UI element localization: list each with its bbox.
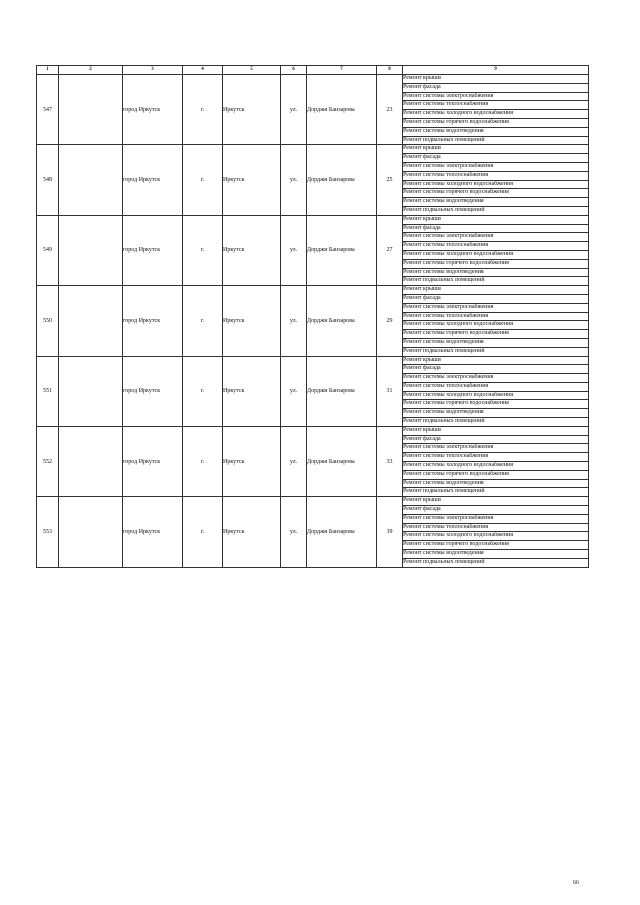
repair-work-cell: Ремонт системы водоотведения [403,550,589,559]
locality-cell: Иркутск [223,75,281,145]
municipality-cell: город Иркутск [123,215,183,285]
street-type-cell: ул. [281,356,307,426]
repair-work-cell: Ремонт фасада [403,365,589,374]
repair-work-cell: Ремонт системы горячего водоснабжения [403,259,589,268]
repair-work-cell: Ремонт системы водоотведения [403,338,589,347]
locality-cell: Иркутск [223,426,281,496]
repair-work-cell: Ремонт крыши [403,497,589,506]
municipality-cell: город Иркутск [123,356,183,426]
municipality-cell: город Иркутск [123,426,183,496]
repair-work-cell: Ремонт системы теплоснабжения [403,453,589,462]
column-2-cell [59,75,123,145]
municipality-cell: город Иркутск [123,497,183,567]
column-header-9: 9 [403,66,589,75]
street-type-cell: ул. [281,426,307,496]
street-cell: Дорджи Банзарова [307,215,377,285]
repair-work-cell: Ремонт фасада [403,435,589,444]
repair-work-cell: Ремонт крыши [403,75,589,84]
street-cell: Дорджи Банзарова [307,497,377,567]
row-number: 548 [37,145,59,215]
street-type-cell: ул. [281,75,307,145]
repair-work-cell: Ремонт системы водоотведения [403,127,589,136]
repair-work-cell: Ремонт системы электроснабжения [403,374,589,383]
column-2-cell [59,286,123,356]
column-header-6: 6 [281,66,307,75]
repair-work-cell: Ремонт системы горячего водоснабжения [403,118,589,127]
table-row [37,497,589,506]
repair-work-cell: Ремонт системы холодного водоснабжения [403,321,589,330]
repair-work-cell: Ремонт системы холодного водоснабжения [403,532,589,541]
column-2-cell [59,356,123,426]
municipality-cell: город Иркутск [123,75,183,145]
repair-work-cell: Ремонт крыши [403,145,589,154]
repair-work-cell: Ремонт крыши [403,215,589,224]
column-2-cell [59,426,123,496]
repair-work-cell: Ремонт фасада [403,224,589,233]
house-number-cell: 23 [377,75,403,145]
repair-work-cell: Ремонт системы теплоснабжения [403,242,589,251]
column-header-1: 1 [37,66,59,75]
repair-work-cell: Ремонт системы водоотведения [403,198,589,207]
house-number-cell: 25 [377,145,403,215]
header-row [37,66,589,75]
locality-cell: Иркутск [223,497,281,567]
house-number-cell: 33 [377,426,403,496]
street-cell: Дорджи Банзарова [307,145,377,215]
repair-work-cell: Ремонт системы теплоснабжения [403,171,589,180]
locality-type-cell: г. [183,497,223,567]
table-row [37,426,589,435]
table-row [37,356,589,365]
table-row [37,286,589,295]
repair-work-cell: Ремонт подвальных помещений [403,418,589,427]
repair-work-cell: Ремонт системы холодного водоснабжения [403,110,589,119]
repair-work-cell: Ремонт системы холодного водоснабжения [403,250,589,259]
locality-type-cell: г. [183,426,223,496]
table-row [37,215,589,224]
repair-work-cell: Ремонт подвальных помещений [403,488,589,497]
repair-work-cell: Ремонт фасада [403,506,589,515]
street-cell: Дорджи Банзарова [307,426,377,496]
locality-cell: Иркутск [223,356,281,426]
row-number: 551 [37,356,59,426]
repair-work-cell: Ремонт системы теплоснабжения [403,523,589,532]
row-number: 547 [37,75,59,145]
repair-work-cell: Ремонт фасада [403,294,589,303]
house-number-cell: 39 [377,497,403,567]
column-2-cell [59,497,123,567]
municipality-cell: город Иркутск [123,145,183,215]
street-cell: Дорджи Банзарова [307,356,377,426]
repair-work-cell: Ремонт системы электроснабжения [403,444,589,453]
house-number-cell: 29 [377,286,403,356]
street-cell: Дорджи Банзарова [307,75,377,145]
row-number: 550 [37,286,59,356]
repair-work-cell: Ремонт системы теплоснабжения [403,382,589,391]
repair-work-cell: Ремонт подвальных помещений [403,206,589,215]
row-number: 553 [37,497,59,567]
house-number-cell: 31 [377,356,403,426]
locality-type-cell: г. [183,215,223,285]
column-header-2: 2 [59,66,123,75]
municipality-cell: город Иркутск [123,286,183,356]
house-number-cell: 27 [377,215,403,285]
column-header-4: 4 [183,66,223,75]
repair-work-cell: Ремонт подвальных помещений [403,136,589,145]
locality-type-cell: г. [183,356,223,426]
table-row [37,75,589,84]
repair-work-cell: Ремонт системы электроснабжения [403,92,589,101]
table-row [37,145,589,154]
repair-work-cell: Ремонт системы теплоснабжения [403,312,589,321]
street-type-cell: ул. [281,215,307,285]
repair-work-cell: Ремонт системы горячего водоснабжения [403,189,589,198]
repair-work-cell: Ремонт системы горячего водоснабжения [403,470,589,479]
repair-work-cell: Ремонт системы теплоснабжения [403,101,589,110]
street-cell: Дорджи Банзарова [307,286,377,356]
repair-work-cell: Ремонт системы электроснабжения [403,303,589,312]
repair-work-cell: Ремонт крыши [403,426,589,435]
repair-work-cell: Ремонт подвальных помещений [403,558,589,567]
row-number: 552 [37,426,59,496]
column-header-3: 3 [123,66,183,75]
repair-work-cell: Ремонт системы холодного водоснабжения [403,462,589,471]
street-type-cell: ул. [281,286,307,356]
column-2-cell [59,215,123,285]
locality-cell: Иркутск [223,145,281,215]
repair-work-cell: Ремонт системы горячего водоснабжения [403,330,589,339]
column-2-cell [59,145,123,215]
repair-work-cell: Ремонт системы горячего водоснабжения [403,400,589,409]
street-type-cell: ул. [281,145,307,215]
locality-type-cell: г. [183,286,223,356]
repair-work-cell: Ремонт системы электроснабжения [403,162,589,171]
repair-work-cell: Ремонт фасада [403,154,589,163]
row-number: 549 [37,215,59,285]
column-header-5: 5 [223,66,281,75]
locality-cell: Иркутск [223,286,281,356]
repair-work-cell: Ремонт подвальных помещений [403,347,589,356]
repair-work-cell: Ремонт системы водоотведения [403,409,589,418]
housing-repair-table [36,65,589,568]
column-header-8: 8 [377,66,403,75]
repair-work-cell: Ремонт системы водоотведения [403,268,589,277]
street-type-cell: ул. [281,497,307,567]
repair-work-cell: Ремонт системы холодного водоснабжения [403,180,589,189]
locality-type-cell: г. [183,145,223,215]
table-body [37,75,589,568]
page-number: 66 [573,880,579,886]
repair-work-cell: Ремонт системы горячего водоснабжения [403,541,589,550]
repair-work-cell: Ремонт системы электроснабжения [403,233,589,242]
locality-cell: Иркутск [223,215,281,285]
repair-work-cell: Ремонт системы холодного водоснабжения [403,391,589,400]
repair-work-cell: Ремонт системы водоотведения [403,479,589,488]
repair-work-cell: Ремонт крыши [403,286,589,295]
repair-work-cell: Ремонт крыши [403,356,589,365]
repair-work-cell: Ремонт фасада [403,83,589,92]
repair-work-cell: Ремонт системы электроснабжения [403,514,589,523]
locality-type-cell: г. [183,75,223,145]
repair-work-cell: Ремонт подвальных помещений [403,277,589,286]
column-header-7: 7 [307,66,377,75]
